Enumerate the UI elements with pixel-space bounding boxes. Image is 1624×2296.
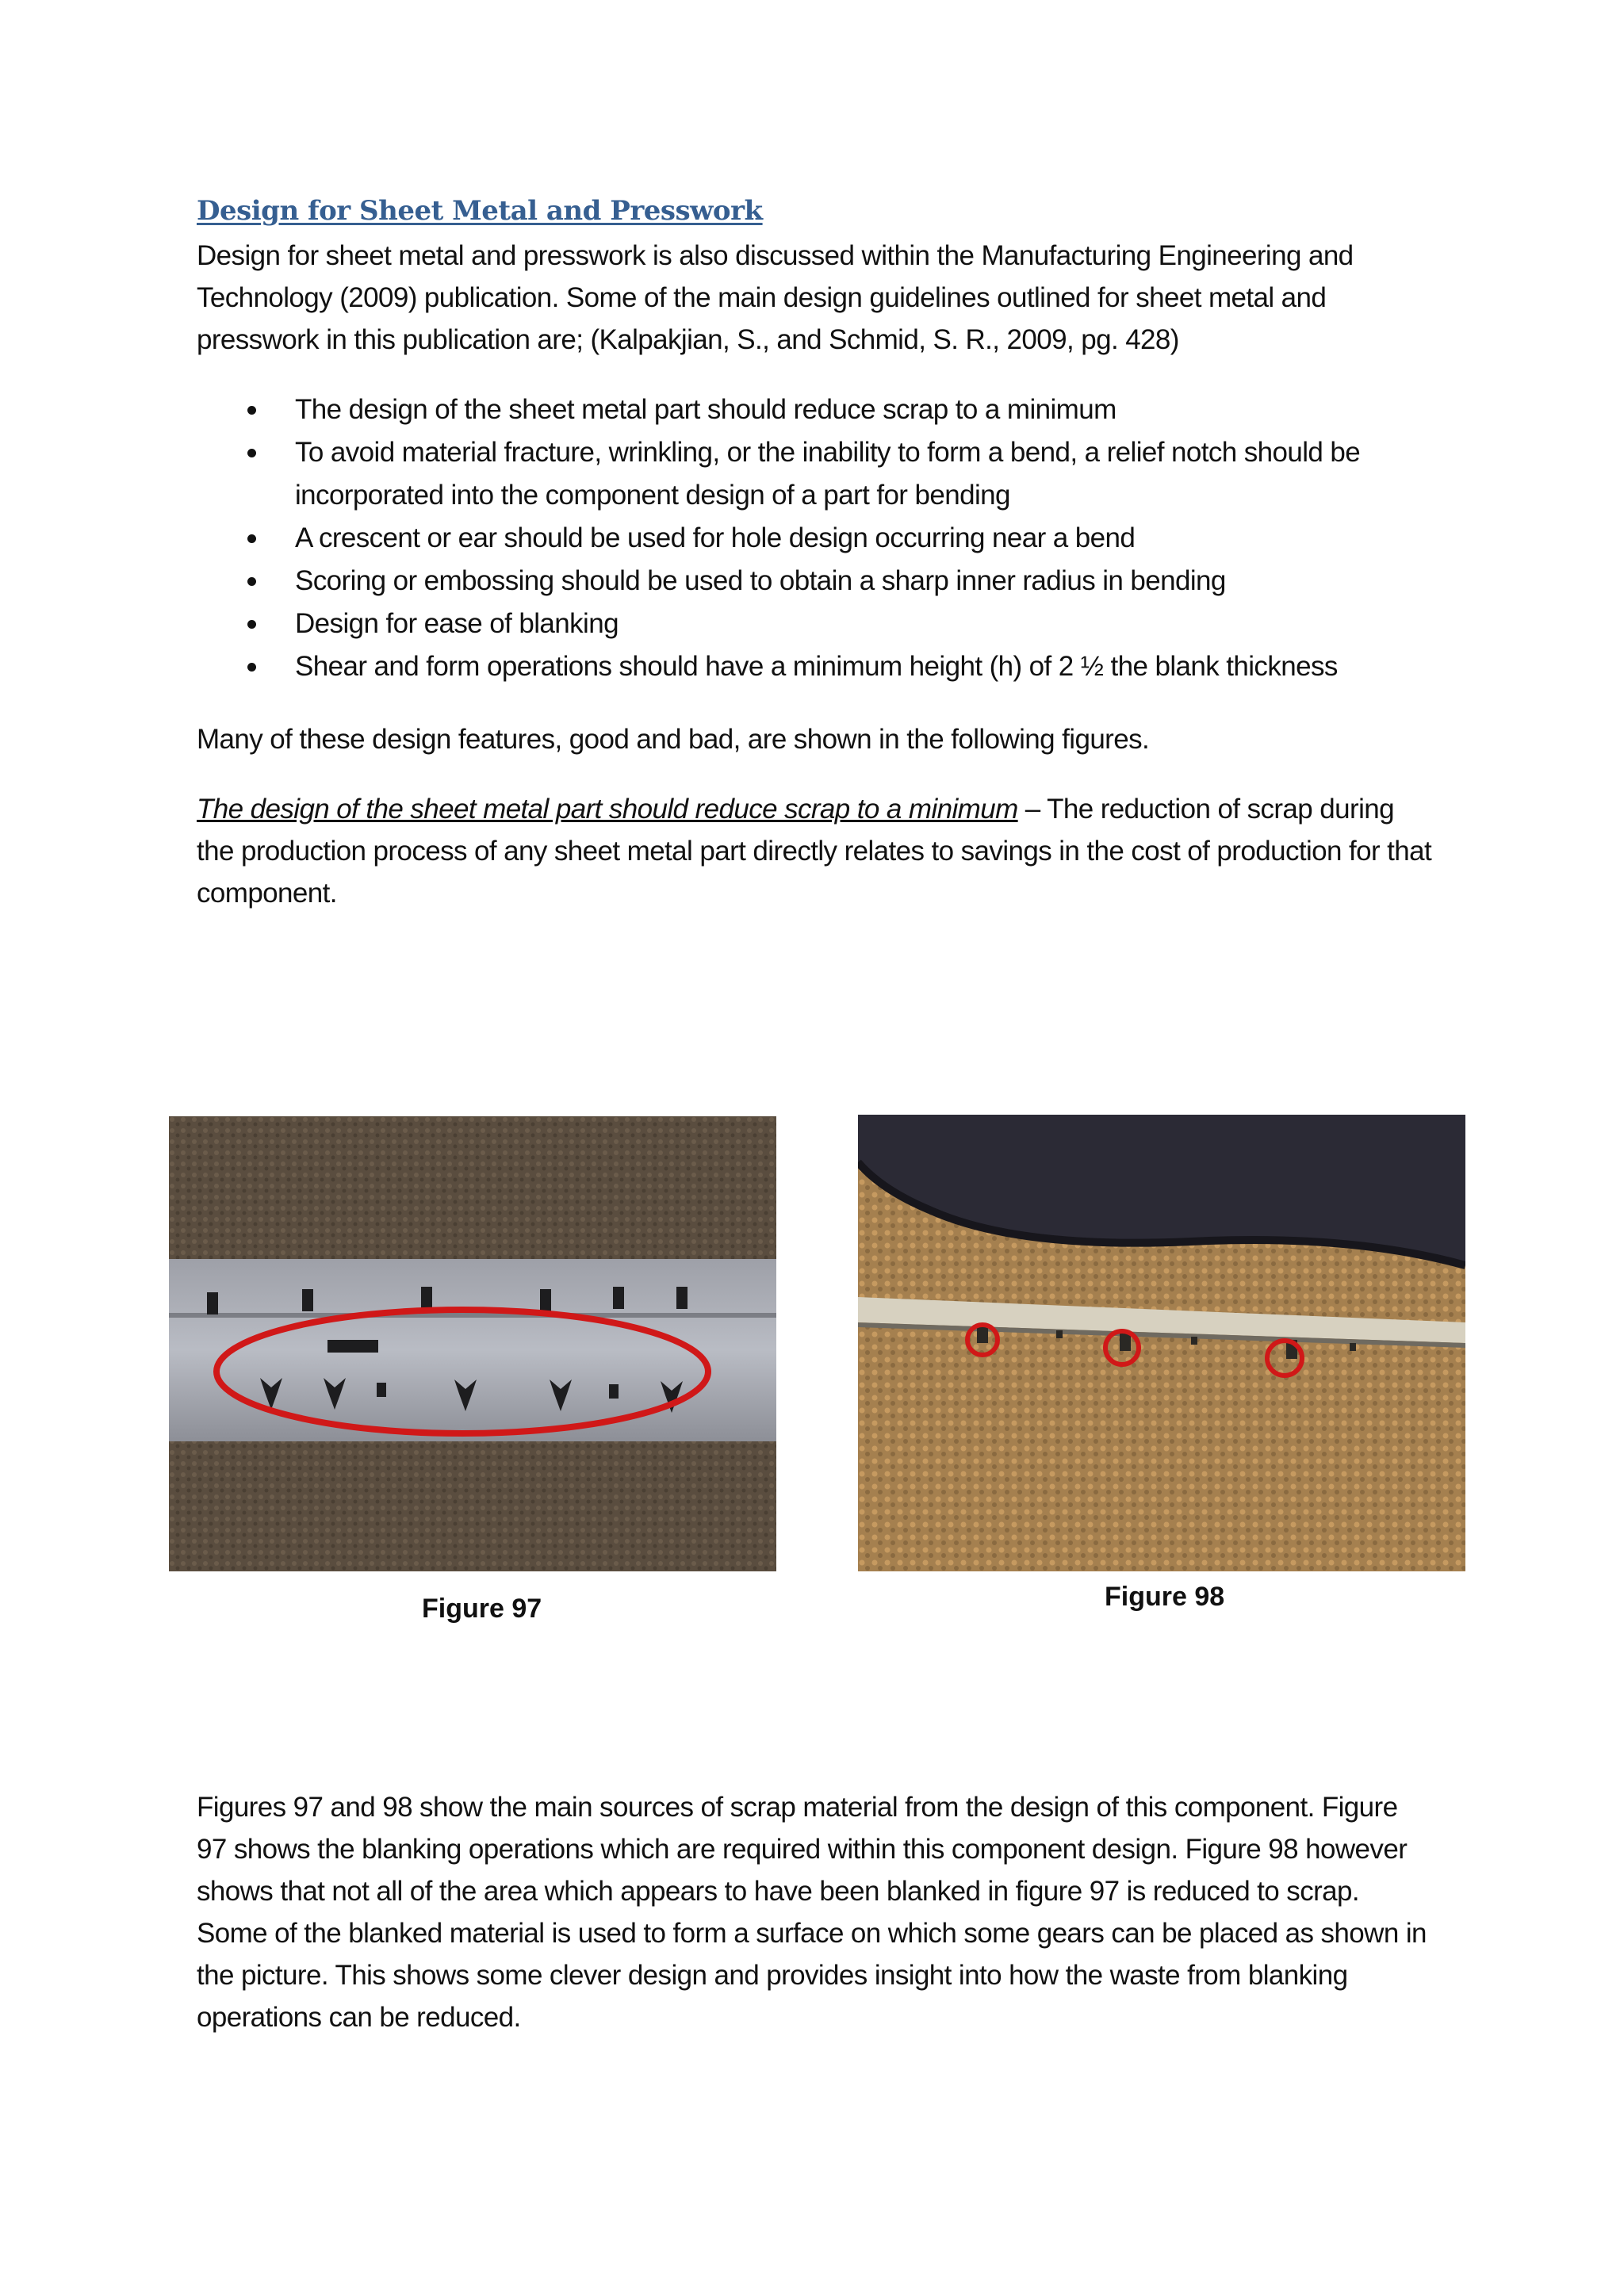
sheet-metal-part-photo-with-ellipse — [169, 1116, 776, 1571]
list-item: The design of the sheet metal part should reduce scrap to a minimum — [197, 388, 1465, 431]
intro-paragraph: Design for sheet metal and presswork is also discussed within the Manufacturing Engineering and Technology (2009) publication. Some of the main design guidelines outlined for sheet metal and presswork in this publication are; (Kalpakjian, S., and Schmid, S. R., 2009, pg. 428) — [197, 240, 1354, 355]
list-item: A crescent or ear should be used for hole design occurring near a bend — [197, 517, 1465, 560]
list-item: To avoid material fracture, wrinkling, or the inability to form a bend, a relief notch should be incorporated into the component design of a part for bending — [197, 431, 1465, 517]
guideline-list — [197, 388, 1465, 688]
features-line: Many of these design features, good and bad, are shown in the following figures. — [197, 724, 1150, 755]
sheet-metal-edge-photo-with-circles — [858, 1115, 1465, 1571]
bullet-icon — [247, 620, 256, 629]
scrap-paragraph — [197, 788, 1434, 914]
section-heading: Design for Sheet Metal and Presswork — [197, 195, 763, 227]
figure-97-caption: Figure 97 — [422, 1594, 542, 1624]
bullet-icon — [247, 577, 256, 586]
figure-98-photo — [858, 1115, 1465, 1571]
scrap-rest: – The reduction of scrap during the production process of any sheet metal part directly relates to savings in the cost of production for that component. — [197, 794, 1432, 909]
bullet-icon — [247, 406, 256, 415]
bullet-icon — [247, 534, 256, 543]
figure-97-photo — [169, 1116, 776, 1571]
scrap-lead: The design of the sheet metal part should reduce scrap to a minimum — [197, 794, 1018, 825]
list-item: Scoring or embossing should be used to obtain a sharp inner radius in bending — [197, 560, 1465, 603]
closing-paragraph: Figures 97 and 98 show the main sources of scrap material from the design of this component. Figure 97 shows the blanking operations which are required within this component design. Figure 98 however shows that not all of the area which appears to have been blanked in figure 97 is reduced to scrap. Some of the blanked material is used to form a surface on which some gears can be placed as shown in the picture. This shows some clever design and provides insight into how the waste from blanking operations can be reduced. — [197, 1792, 1427, 2033]
list-item: Design for ease of blanking — [197, 603, 1465, 645]
bullet-icon — [247, 663, 256, 672]
figure-98-caption: Figure 98 — [1105, 1582, 1225, 1612]
bullet-icon — [247, 449, 256, 457]
list-item: Shear and form operations should have a minimum height (h) of 2 ½ the blank thickness — [197, 645, 1465, 688]
